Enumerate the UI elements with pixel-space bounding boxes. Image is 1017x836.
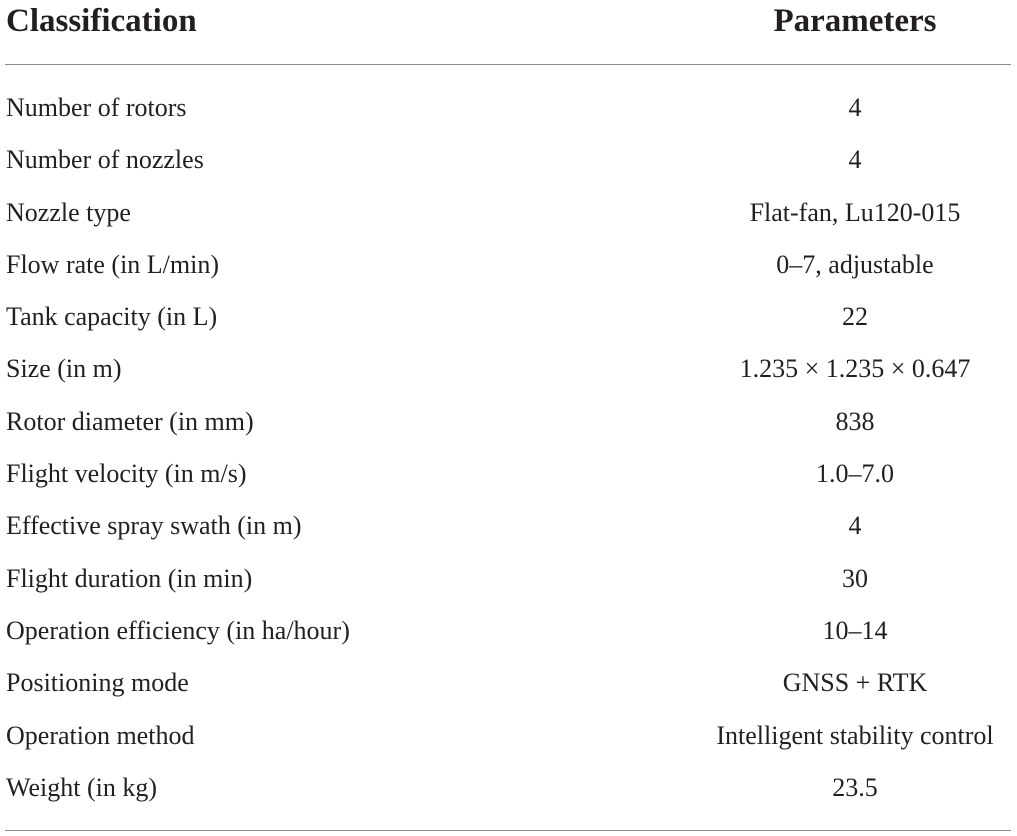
classification-cell: Number of rotors [6, 93, 187, 122]
parameter-cell: 4 [848, 511, 862, 541]
classification-cell: Flight duration (in min) [6, 563, 253, 593]
table-row [0, 762, 1017, 814]
table-row [0, 553, 1017, 605]
parameter-cell: GNSS + RTK [782, 668, 928, 698]
classification-cell: Size (in m) [6, 354, 122, 384]
classification-cell: Effective spray swath (in m) [6, 511, 302, 541]
parameter-cell: 838 [835, 406, 875, 436]
classification-cell: Flow rate (in L/min) [6, 249, 220, 279]
classification-cell: Operation efficiency (in ha/hour) [6, 615, 350, 645]
classification-cell: Flight velocity (in m/s) [6, 459, 247, 489]
parameter-cell: 4 [848, 93, 862, 122]
header-parameters: Parameters [773, 3, 937, 39]
classification-cell: Weight (in kg) [6, 772, 157, 802]
parameter-cell: 1.0–7.0 [816, 459, 894, 489]
table-body [0, 82, 1017, 814]
parameter-cell: 1.235 × 1.235 × 0.647 [739, 354, 971, 384]
parameter-cell: 22 [842, 302, 868, 332]
parameter-cell: 23.5 [832, 772, 878, 802]
table-row [0, 605, 1017, 657]
table-row [0, 82, 1017, 134]
header-classification: Classification [6, 3, 197, 39]
table-row [0, 657, 1017, 709]
classification-cell: Positioning mode [6, 668, 189, 698]
parameter-cell: 0–7, adjustable [776, 249, 934, 279]
classification-cell: Nozzle type [6, 197, 131, 227]
classification-cell: Operation method [6, 720, 195, 750]
parameter-cell: 4 [848, 145, 862, 175]
parameter-cell: Intelligent stability control [716, 720, 994, 750]
classification-cell: Number of nozzles [6, 145, 204, 175]
classification-cell: Tank capacity (in L) [6, 302, 218, 332]
parameter-cell: 10–14 [822, 615, 888, 645]
table-row [0, 239, 1017, 291]
table-row [0, 134, 1017, 186]
table-header [0, 0, 1017, 66]
table-row [0, 291, 1017, 343]
table-row [0, 448, 1017, 500]
top-rule [5, 64, 1011, 65]
parameter-cell: Flat-fan, Lu120-015 [749, 197, 961, 227]
bottom-rule [5, 830, 1011, 831]
table-row [0, 187, 1017, 239]
table-row [0, 710, 1017, 762]
parameter-cell: 30 [842, 563, 868, 593]
table-row [0, 500, 1017, 552]
table-row [0, 343, 1017, 395]
classification-cell: Rotor diameter (in mm) [6, 406, 254, 436]
table-row [0, 396, 1017, 448]
